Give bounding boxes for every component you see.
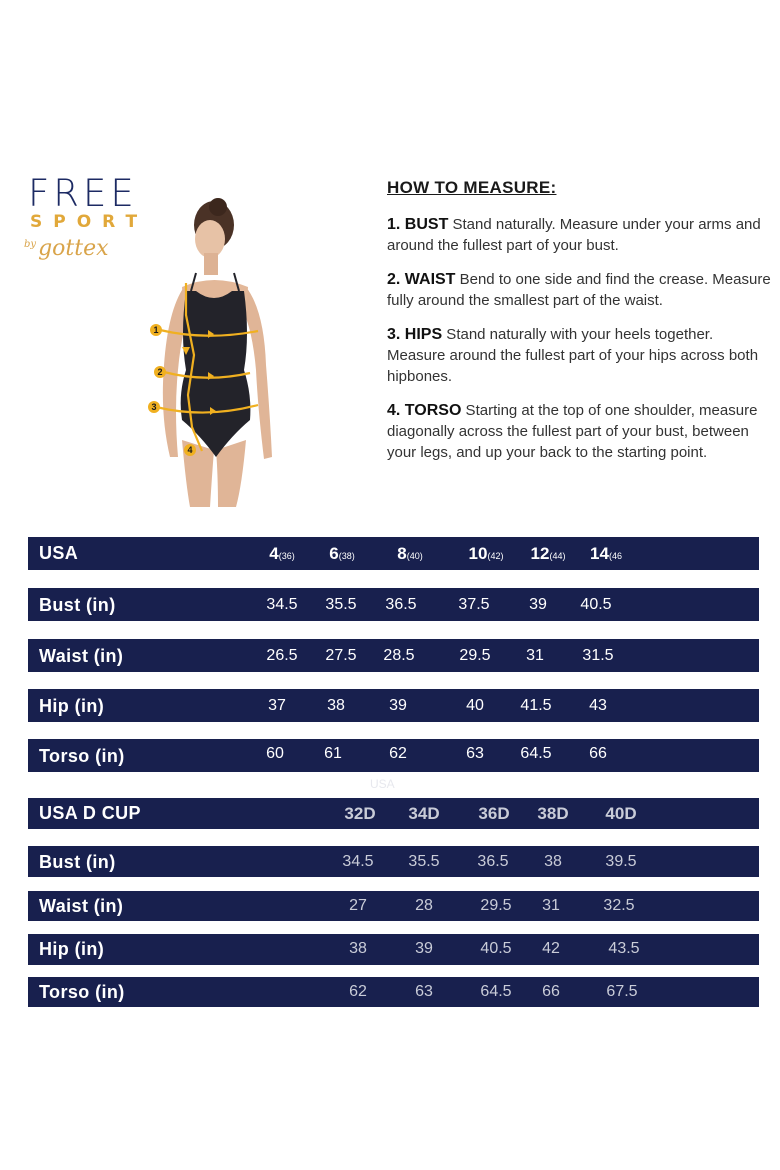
dcup-row-torso (28, 977, 759, 1007)
figure-marker-2: 2 (157, 367, 163, 377)
brand-logo-gottex: $^{by}$gottex (24, 236, 109, 261)
dcup-row-label: Hip (in) (39, 939, 105, 959)
dcup-cell: 31 (542, 897, 560, 914)
step-waist: 2. WAIST Bend to one side and find the crease. Measure fully around the smallest part of the waist. (387, 271, 771, 309)
dcup-row-hip (28, 934, 759, 965)
usa-cell: 34.5 (266, 596, 298, 613)
step-bust: 1. BUST Stand naturally. Measure under your arms and around the fullest part of your bust. (387, 216, 761, 254)
usa-row-bust (28, 588, 759, 621)
dcup-cell: 39.5 (605, 853, 637, 870)
usa-cell: 35.5 (325, 596, 357, 613)
usa-cell: 38 (327, 697, 345, 714)
dcup-cell: 27 (349, 897, 367, 914)
usa-size-6: 6(38) (329, 544, 355, 563)
usa-cell: 39 (529, 596, 547, 613)
usa-size-12: 12(44) (530, 544, 566, 563)
dcup-cell: 38 (349, 940, 367, 957)
usa-cell: 26.5 (266, 647, 298, 664)
dcup-size: 40D (605, 804, 637, 823)
how-to-measure-title: HOW TO MEASURE: (387, 178, 557, 197)
dcup-cell: 32.5 (603, 897, 635, 914)
brand-logo-sport: SPORT (30, 212, 149, 232)
dcup-size: 32D (344, 804, 376, 823)
figure-marker-4: 4 (187, 445, 193, 455)
usa-cell: 31.5 (582, 647, 614, 664)
usa-cell: 27.5 (325, 647, 357, 664)
usa-cell: 61 (324, 745, 342, 762)
dcup-size: 36D (478, 804, 510, 823)
usa-cell: 37 (268, 697, 286, 714)
dcup-cell: 63 (415, 983, 433, 1000)
dcup-cell: 29.5 (480, 897, 512, 914)
usa-cell: 40.5 (580, 596, 612, 613)
usa-cell: 66 (589, 745, 607, 762)
how-to-measure-section (387, 178, 772, 476)
usa-cell: 39 (389, 697, 407, 714)
brand-logo-free: FREE (28, 172, 138, 215)
usa-cell: 60 (266, 745, 284, 762)
usa-size-14: 14(46 (590, 544, 622, 563)
dcup-cell: 34.5 (342, 853, 374, 870)
dcup-cell: 39 (415, 940, 433, 957)
usa-cell: 63 (466, 745, 484, 762)
usa-cell: 28.5 (383, 647, 415, 664)
dcup-cell: 35.5 (408, 853, 440, 870)
dcup-row-label: Bust (in) (39, 852, 116, 872)
dcup-size: 34D (408, 804, 440, 823)
dcup-row-bust (28, 846, 759, 877)
dcup-row-label: Torso (in) (39, 982, 125, 1002)
step-hips: 3. HIPS Stand naturally with your heels together. Measure around the fullest part of your hips across both hipbones. (387, 326, 759, 385)
dcup-cell: 28 (415, 897, 433, 914)
usa-cell: 41.5 (520, 697, 552, 714)
ghost-text: USA (370, 777, 395, 791)
step-torso: 4. TORSO Starting at the top of one shoulder, measure diagonally across the fullest part of your bust, between your legs, and up your back to the starting point. (387, 402, 758, 461)
usa-row-torso (28, 739, 759, 772)
dcup-size: 38D (537, 804, 569, 823)
usa-cell: 31 (526, 647, 544, 664)
dcup-row-label: Waist (in) (39, 896, 124, 916)
dcup-cell: 66 (542, 983, 560, 1000)
dcup-cell: 43.5 (608, 940, 640, 957)
usa-cell: 62 (389, 745, 407, 762)
dcup-cell: 62 (349, 983, 367, 1000)
usa-row-label: Waist (in) (39, 646, 124, 666)
dcup-row-waist (28, 891, 759, 921)
dcup-cell: 38 (544, 853, 562, 870)
dcup-cell: 67.5 (606, 983, 638, 1000)
model-measurement-figure (146, 195, 284, 510)
usa-cell: 43 (589, 697, 607, 714)
usa-size-10: 10(42) (468, 544, 504, 563)
usa-cell: 29.5 (459, 647, 491, 664)
usa-header-label: USA (39, 543, 79, 563)
usa-cell: 64.5 (520, 745, 552, 762)
usa-table-header (28, 537, 759, 570)
usa-row-waist (28, 639, 759, 672)
usa-size-8: 8(40) (397, 544, 423, 563)
brand-logo (22, 172, 149, 272)
dcup-table-header (28, 798, 759, 829)
usa-row-label: Hip (in) (39, 696, 105, 716)
usa-cell: 40 (466, 697, 484, 714)
dcup-header-label: USA D CUP (39, 803, 141, 823)
figure-marker-3: 3 (151, 402, 157, 412)
usa-row-label: Bust (in) (39, 595, 116, 615)
dcup-cell: 40.5 (480, 940, 512, 957)
usa-size-4: 4(36) (269, 544, 295, 563)
usa-row-hip (28, 689, 759, 722)
usa-row-label: Torso (in) (39, 746, 125, 766)
dcup-cell: 42 (542, 940, 560, 957)
figure-marker-1: 1 (153, 325, 159, 335)
usa-cell: 37.5 (458, 596, 490, 613)
dcup-cell: 64.5 (480, 983, 512, 1000)
usa-cell: 36.5 (385, 596, 417, 613)
dcup-cell: 36.5 (477, 853, 509, 870)
